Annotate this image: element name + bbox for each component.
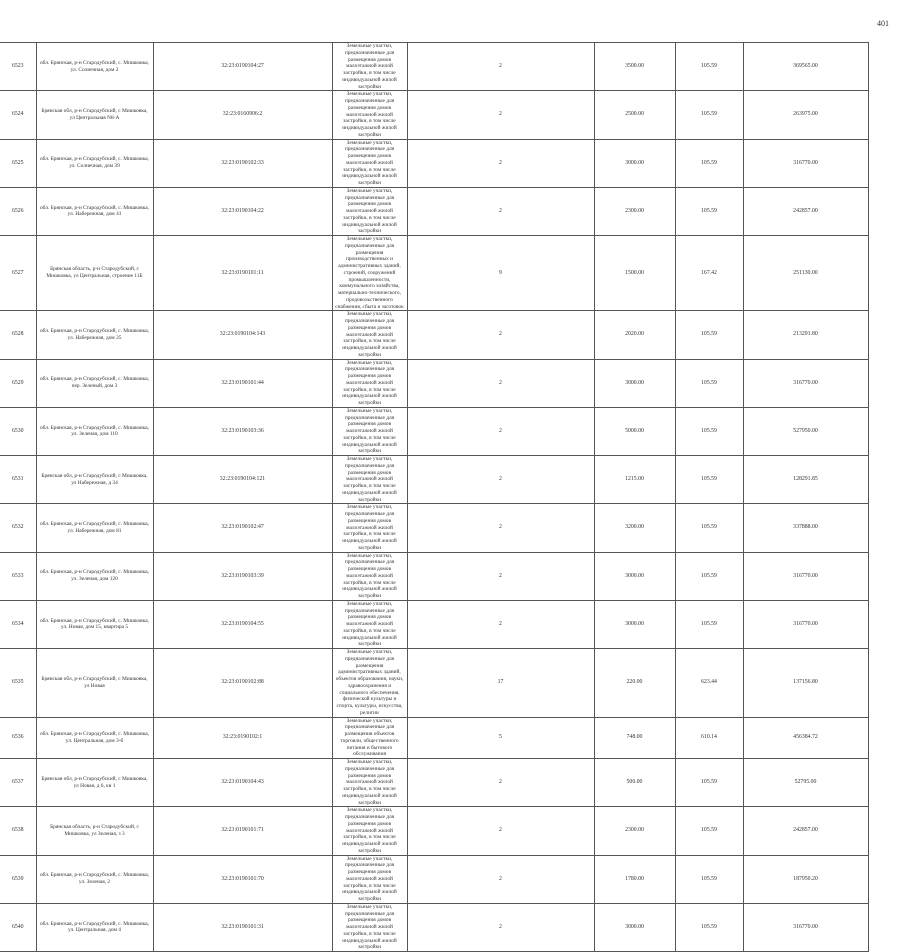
address-cell: обл. Брянская, р-н Стародубский, с. Мишковка, ул. Солнечная, дом 2 [36,43,153,91]
use-group-cell: 2 [407,139,594,187]
specific-value-cell: 105.59 [675,552,743,600]
table-row [0,187,868,235]
cadastral-value-cell: 316770.00 [743,552,868,600]
use-group-cell: 2 [407,504,594,552]
row-number: 6533 [0,552,36,600]
use-group-cell: 17 [407,649,594,718]
use-group-cell: 2 [407,855,594,903]
use-group-cell: 2 [407,552,594,600]
land-use-cell: Земельные участки, предназначенные для размещения домов малоэтажной жилой застройки, в том числе индивидуальной жилой застройки [332,91,407,139]
cadastral-number-cell: 32:23:0190104:43 [153,759,332,807]
area-cell: 3000.00 [594,359,675,407]
land-use-cell: Земельные участки, предназначенные для размещения домов малоэтажной жилой застройки, в том числе индивидуальной жилой застройки [332,903,407,951]
row-number: 6524 [0,91,36,139]
table-row [0,236,868,311]
land-use-cell: Земельные участки, предназначенные для размещения домов малоэтажной жилой застройки, в том числе индивидуальной жилой застройки [332,759,407,807]
table-row [0,759,868,807]
land-use-cell: Земельные участки, предназначенные для размещения домов малоэтажной жилой застройки, в том числе индивидуальной жилой застройки [332,855,407,903]
area-cell: 2020.00 [594,311,675,359]
cadastral-value-cell: 242857.00 [743,187,868,235]
table-row [0,855,868,903]
cadastral-number-cell: 32:23:0190103:39 [153,552,332,600]
row-number: 6527 [0,236,36,311]
land-use-cell: Земельные участки, предназначенные для размещения производственных и административных зданий, строений, сооружений промышленности, коммунального хозяйства, материально-технического, продовольственного снабжения, сбыта и заготовок [332,236,407,311]
land-use-cell: Земельные участки, предназначенные для размещения домов малоэтажной жилой застройки, в том числе индивидуальной жилой застройки [332,407,407,455]
use-group-cell: 2 [407,807,594,855]
cadastral-value-cell: 456384.72 [743,717,868,759]
use-group-cell: 2 [407,311,594,359]
table-row [0,407,868,455]
row-number: 6525 [0,139,36,187]
specific-value-cell: 105.59 [675,43,743,91]
area-cell: 5000.00 [594,407,675,455]
area-cell: 2300.00 [594,187,675,235]
table-body [0,43,868,952]
specific-value-cell: 105.59 [675,903,743,951]
use-group-cell: 2 [407,43,594,91]
address-cell: обл. Брянская, р-н Стародубский, с. Мишковка, ул. Набережная, дом 25 [36,311,153,359]
use-group-cell: 5 [407,717,594,759]
use-group-cell: 2 [407,407,594,455]
address-cell: обл. Брянская, р-н Стародубский, с. Мишковка, ул. Центральная, дом 3-б [36,717,153,759]
specific-value-cell: 105.59 [675,855,743,903]
cadastral-value-cell: 527950.00 [743,407,868,455]
cadastral-number-cell: 32:23:0190103:36 [153,407,332,455]
area-cell: 748.00 [594,717,675,759]
specific-value-cell: 610.14 [675,717,743,759]
land-use-cell: Земельные участки, предназначенные для размещения домов малоэтажной жилой застройки, в том числе индивидуальной жилой застройки [332,43,407,91]
table-row [0,91,868,139]
address-cell: обл. Брянская, р-н Стародубский, с. Мишковка, ул. Набережная, дом 41 [36,187,153,235]
row-number: 6534 [0,600,36,648]
land-use-cell: Земельные участки, предназначенные для размещения домов малоэтажной жилой застройки, в том числе индивидуальной жилой застройки [332,552,407,600]
row-number: 6529 [0,359,36,407]
area-cell: 3200.00 [594,504,675,552]
specific-value-cell: 105.59 [675,311,743,359]
specific-value-cell: 105.59 [675,359,743,407]
specific-value-cell: 105.59 [675,504,743,552]
specific-value-cell: 105.59 [675,600,743,648]
table-row [0,504,868,552]
specific-value-cell: 105.59 [675,456,743,504]
address-cell: Брянская обл, р-н Стародубский, с Мишковка, ул Новая, д 6, кв 1 [36,759,153,807]
specific-value-cell: 105.59 [675,759,743,807]
cadastral-number-cell: 32:23:0190102:88 [153,649,332,718]
address-cell: обл. Брянская, р-н Стародубский, с. Мишковка, ул. Солнечная, дом 39 [36,139,153,187]
cadastral-number-cell: 32:23:0190101:71 [153,807,332,855]
cadastral-number-cell: 32:23:0190104:55 [153,600,332,648]
area-cell: 3000.00 [594,552,675,600]
cadastral-value-cell: 316770.00 [743,600,868,648]
use-group-cell: 2 [407,600,594,648]
row-number: 6531 [0,456,36,504]
table-row [0,456,868,504]
cadastral-number-cell: 32:23:0190102:1 [153,717,332,759]
specific-value-cell: 105.59 [675,91,743,139]
cadastral-number-cell: 32:23:0190101:44 [153,359,332,407]
cadastral-value-cell: 337888.00 [743,504,868,552]
cadastral-number-cell: 32:23:0190102:47 [153,504,332,552]
cadastral-number-cell: 32:23:0190101:31 [153,903,332,951]
cadastral-number-cell: 32:23:0190104:27 [153,43,332,91]
land-use-cell: Земельные участки, предназначенные для размещения административных зданий, объектов образования, науки, здравоохранения и социального обеспечения, физической культуры и спорта, культуры, искусства, религии [332,649,407,718]
row-number: 6526 [0,187,36,235]
page-number: 401 [877,19,889,28]
table-row [0,311,868,359]
specific-value-cell: 105.59 [675,407,743,455]
use-group-cell: 2 [407,456,594,504]
cadastral-value-cell: 316770.00 [743,903,868,951]
area-cell: 3000.00 [594,903,675,951]
specific-value-cell: 105.59 [675,807,743,855]
cadastral-value-cell: 52795.00 [743,759,868,807]
land-use-cell: Земельные участки, предназначенные для размещения домов малоэтажной жилой застройки, в том числе индивидуальной жилой застройки [332,504,407,552]
cadastral-value-cell: 187950.20 [743,855,868,903]
land-use-cell: Земельные участки, предназначенные для размещения объектов торговли, общественного питания и бытового обслуживания [332,717,407,759]
cadastral-number-cell: 32:23:0190101:70 [153,855,332,903]
cadastral-value-cell: 137156.80 [743,649,868,718]
cadastral-number-cell: 32:23:0190101:11 [153,236,332,311]
table-row [0,43,868,91]
address-cell: обл. Брянская, р-н Стародубский, с. Мишковка, ул. Набережная, дом 81 [36,504,153,552]
land-use-cell: Земельные участки, предназначенные для размещения домов малоэтажной жилой застройки, в том числе индивидуальной жилой застройки [332,187,407,235]
row-number: 6538 [0,807,36,855]
address-cell: обл. Брянская, р-н Стародубский, с. Мишковка, ул. Зеленая, дом 120 [36,552,153,600]
cadastral-value-cell: 128291.85 [743,456,868,504]
land-use-cell: Земельные участки, предназначенные для размещения домов малоэтажной жилой застройки, в том числе индивидуальной жилой застройки [332,600,407,648]
use-group-cell: 2 [407,187,594,235]
row-number: 6540 [0,903,36,951]
address-cell: обл. Брянская, р-н Стародубский, с. Мишковка, ул. Новая, дом 15, квартира 5 [36,600,153,648]
specific-value-cell: 105.59 [675,139,743,187]
area-cell: 1500.00 [594,236,675,311]
area-cell: 3000.00 [594,600,675,648]
land-use-cell: Земельные участки, предназначенные для размещения домов малоэтажной жилой застройки, в том числе индивидуальной жилой застройки [332,456,407,504]
address-cell: обл. Брянская, р-н Стародубский, с. Мишковка, пер. Зеленый, дом 3 [36,359,153,407]
cadastral-value-table [0,42,869,952]
address-cell: обл. Брянская, р-н Стародубский, с. Мишковка, ул. Зеленая, 2 [36,855,153,903]
row-number: 6539 [0,855,36,903]
use-group-cell: 2 [407,91,594,139]
address-cell: обл. Брянская, р-н Стародубский, с. Мишковка, ул. Зеленая, дом 110 [36,407,153,455]
row-number: 6537 [0,759,36,807]
area-cell: 1215.00 [594,456,675,504]
address-cell: обл. Брянская, р-н Стародубский, с. Мишковка, ул. Центральная, дом 4 [36,903,153,951]
table-row [0,139,868,187]
cadastral-value-cell: 369565.00 [743,43,868,91]
address-cell: Брянская область, р-н Стародубский, с Мишковка, ул Центральная, строение 11Б [36,236,153,311]
address-cell: Брянская обл, р-н Стародубский, с Мишковка, ул Набережная, д 34 [36,456,153,504]
cadastral-number-cell: 32:23:0190102:33 [153,139,332,187]
use-group-cell: 2 [407,359,594,407]
area-cell: 2300.00 [594,807,675,855]
row-number: 6528 [0,311,36,359]
area-cell: 220.00 [594,649,675,718]
row-number: 6532 [0,504,36,552]
area-cell: 500.00 [594,759,675,807]
cadastral-value-cell: 251130.00 [743,236,868,311]
cadastral-value-cell: 213291.80 [743,311,868,359]
table-row [0,552,868,600]
table-row [0,903,868,951]
address-cell: Брянская область, р-н Стародубский, с Мишковка, ул Зеленая, з 3 [36,807,153,855]
land-use-cell: Земельные участки, предназначенные для размещения домов малоэтажной жилой застройки, в том числе индивидуальной жилой застройки [332,139,407,187]
table-row [0,807,868,855]
address-cell: Брянская обл, р-н Стародубский, с Мишковка, ул Новая [36,649,153,718]
specific-value-cell: 167.42 [675,236,743,311]
table-row [0,717,868,759]
area-cell: 1780.00 [594,855,675,903]
specific-value-cell: 623.44 [675,649,743,718]
cadastral-number-cell: 32:23:0190104:143 [153,311,332,359]
land-use-cell: Земельные участки, предназначенные для размещения домов малоэтажной жилой застройки, в том числе индивидуальной жилой застройки [332,311,407,359]
specific-value-cell: 105.59 [675,187,743,235]
table-row [0,649,868,718]
row-number: 6523 [0,43,36,91]
cadastral-value-cell: 263975.00 [743,91,868,139]
cadastral-number-cell: 32:23:0190104:121 [153,456,332,504]
use-group-cell: 2 [407,759,594,807]
table-row [0,359,868,407]
cadastral-number-cell: 32:23:0190104:22 [153,187,332,235]
use-group-cell: 9 [407,236,594,311]
land-use-cell: Земельные участки, предназначенные для размещения домов малоэтажной жилой застройки, в том числе индивидуальной жилой застройки [332,807,407,855]
row-number: 6530 [0,407,36,455]
cadastral-value-cell: 242857.00 [743,807,868,855]
area-cell: 3500.00 [594,43,675,91]
address-cell: Брянская обл, р-н Стародубский, с Мишковка, ул Центральная N8-А [36,91,153,139]
row-number: 6535 [0,649,36,718]
area-cell: 3000.00 [594,139,675,187]
cadastral-value-cell: 316770.00 [743,359,868,407]
use-group-cell: 2 [407,903,594,951]
land-use-cell: Земельные участки, предназначенные для размещения домов малоэтажной жилой застройки, в том числе индивидуальной жилой застройки [332,359,407,407]
row-number: 6536 [0,717,36,759]
cadastral-value-cell: 316770.00 [743,139,868,187]
area-cell: 2500.00 [594,91,675,139]
table-row [0,600,868,648]
cadastral-number-cell: 32:23:0160906:2 [153,91,332,139]
